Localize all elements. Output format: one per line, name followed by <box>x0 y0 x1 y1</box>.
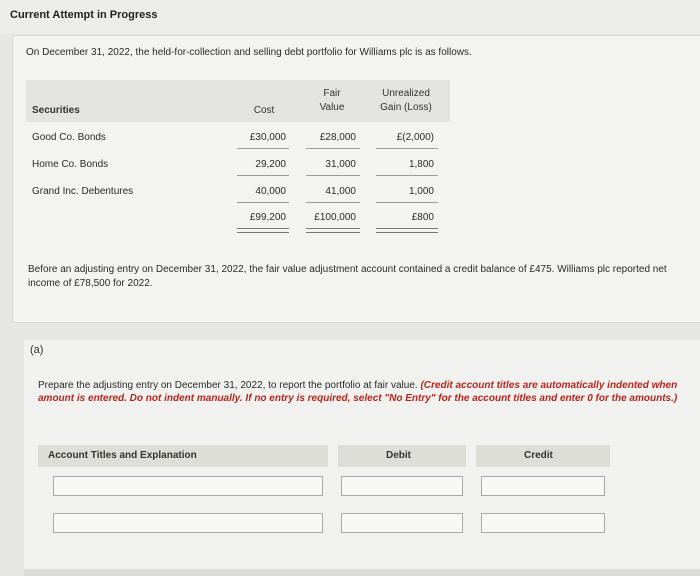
total-rule <box>376 202 438 203</box>
debit-input[interactable] <box>341 513 463 533</box>
table-row-fair: 41,000 <box>325 186 356 197</box>
problem-intro: On December 31, 2022, the held-for-collection and selling debt portfolio for Williams plc is as follows. <box>26 47 472 58</box>
portfolio-table-header <box>26 80 450 122</box>
table-row-gain: 1,800 <box>408 159 434 170</box>
table-row-fair: 31,000 <box>325 159 356 170</box>
total-cost: £99,200 <box>249 212 286 223</box>
attempt-title: Current Attempt in Progress <box>10 9 158 21</box>
col-header-debit: Debit <box>386 450 411 461</box>
table-row-gain: £(2,000) <box>396 132 434 143</box>
table-row-gain: 1,000 <box>408 186 434 197</box>
table-row-fair: £28,000 <box>319 132 356 143</box>
table-row-cost: 29,200 <box>255 159 286 170</box>
problem-paragraph: Before an adjusting entry on December 31, 2022, the fair value adjustment account contained a credit balance of £475. Williams plc reported net income of £78,500 for 2022. <box>28 264 667 289</box>
col-header-account-titles: Account Titles and Explanation <box>48 450 197 461</box>
total-fair-value: £100,000 <box>314 212 356 223</box>
double-underline <box>306 228 360 233</box>
row-divider <box>376 175 438 176</box>
row-divider <box>237 148 289 149</box>
col-header-unrealized-2: Gain (Loss) <box>380 102 432 113</box>
account-title-input[interactable] <box>53 476 323 496</box>
col-header-fair-2: Value <box>319 102 345 113</box>
col-header-cost: Cost <box>253 105 275 116</box>
part-a-instruction <box>38 379 684 405</box>
table-row-cost: 40,000 <box>255 186 286 197</box>
table-row-security: Good Co. Bonds <box>32 132 106 143</box>
table-row-security: Grand Inc. Debentures <box>32 186 134 197</box>
attempt-header <box>0 0 700 34</box>
next-row-edge <box>24 569 700 576</box>
credit-input[interactable] <box>481 476 605 496</box>
instruction-note: (Credit account titles are automatically indented when amount is entered. Do not indent manually. If no entry is required, select "No Entry" for the account titles and enter 0 for the amounts.) <box>38 380 678 404</box>
instruction-text: Prepare the adjusting entry on December 31, 2022, to report the portfolio at fair value. <box>38 380 421 391</box>
row-divider <box>306 148 360 149</box>
total-rule <box>306 202 360 203</box>
part-a-label: (a) <box>30 344 44 356</box>
double-underline <box>376 228 438 233</box>
table-row-cost: £30,000 <box>249 132 286 143</box>
journal-header-account <box>38 445 328 467</box>
col-header-unrealized-1: Unrealized <box>382 88 430 99</box>
credit-input[interactable] <box>481 513 605 533</box>
table-row-security: Home Co. Bonds <box>32 159 109 170</box>
row-divider <box>376 148 438 149</box>
journal-header-credit <box>476 445 610 467</box>
col-header-securities: Securities <box>32 105 80 116</box>
total-unrealized-gain: £800 <box>411 212 434 223</box>
col-header-credit: Credit <box>524 450 553 461</box>
row-divider <box>306 175 360 176</box>
row-divider <box>237 175 289 176</box>
total-rule <box>237 202 289 203</box>
journal-header-debit <box>338 445 466 467</box>
account-title-input[interactable] <box>53 513 323 533</box>
col-header-fair-1: Fair <box>323 88 341 99</box>
double-underline <box>237 228 289 233</box>
debit-input[interactable] <box>341 476 463 496</box>
